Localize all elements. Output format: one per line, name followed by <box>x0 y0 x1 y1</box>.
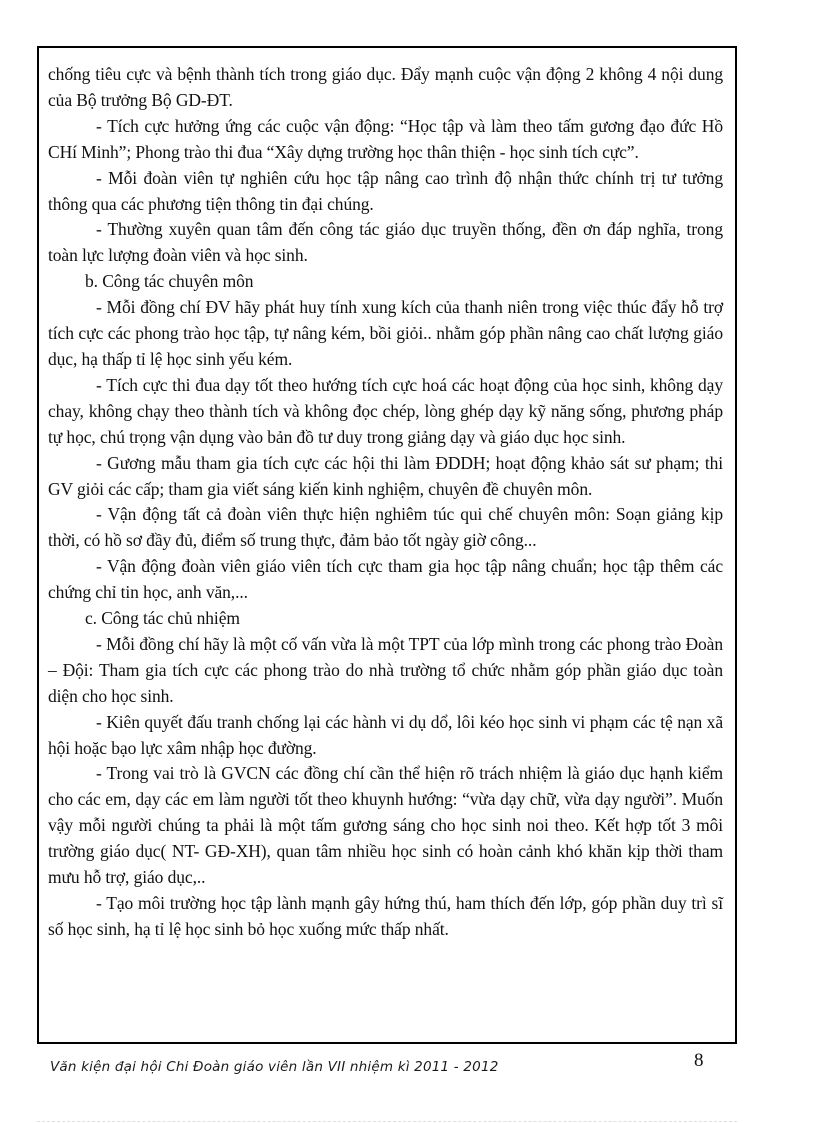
section-heading-b: b. Công tác chuyên môn <box>85 271 254 292</box>
paragraph: - Mỗi đồng chí ĐV hãy phát huy tính xung kích của thanh niên trong việc thúc đẩy hỗ trợ tích cực các phong trào học tập, tự nâng kém, bồi giỏi.. nhằm góp phần nâng cao chất lượng giáo dục, hạ thấp tỉ lệ học sinh yếu kém. <box>48 297 723 369</box>
footer-title: Văn kiện đại hội Chi Đoàn giáo viên lần VII nhiệm kì 2011 - 2012 <box>50 1059 499 1075</box>
paragraph: - Gương mẫu tham gia tích cực các hội thi làm ĐDDH; hoạt động khảo sát sư phạm; thi GV giỏi các cấp; tham gia viết sáng kiến kinh nghiệm, chuyên đề chuyên môn. <box>48 452 723 499</box>
paragraph: - Vận động đoàn viên giáo viên tích cực tham gia học tập nâng chuẩn; học tập thêm các chứng chỉ tin học, anh văn,... <box>48 556 723 603</box>
bottom-dashed-rule <box>37 1121 737 1122</box>
paragraph: - Trong vai trò là GVCN các đồng chí cần thể hiện rõ trách nhiệm là giáo dục hạnh kiểm cho các em, dạy các em làm người tốt theo khuynh hướng: “vừa dạy chữ, vừa dạy người”. Muốn vậy mỗi người chúng ta phải là một tấm gương sáng cho học sinh noi theo. Kết hợp tốt 3 môi trường giáo dục( NT- GĐ-XH), quan tâm nhiều học sinh có hoàn cảnh khó khăn kịp thời tham mưu hỗ trợ, giáo dục,.. <box>48 763 723 888</box>
paragraph: - Mỗi đoàn viên tự nghiên cứu học tập nâng cao trình độ nhận thức chính trị tư tưởng thông qua các phương tiện thông tin đại chúng. <box>48 167 723 214</box>
paragraph: - Vận động tất cả đoàn viên thực hiện nghiêm túc qui chế chuyên môn: Soạn giảng kịp thời, có hồ sơ đầy đủ, điểm số trung thực, đảm bảo tốt ngày giờ công... <box>48 504 723 551</box>
paragraph: - Tạo môi trường học tập lành mạnh gây hứng thú, ham thích đến lớp, góp phần duy trì sĩ số học sinh, hạ tỉ lệ học sinh bỏ học xuống mức thấp nhất. <box>48 893 723 939</box>
paragraph: - Tích cực thi đua dạy tốt theo hướng tích cực hoá các hoạt động của học sinh, không dạy chay, không chạy theo thành tích và không đọc chép, lòng ghép dạy kỹ năng sống, phương pháp tự học, chú trọng vận dụng vào bản đồ tư duy trong giảng dạy và giáo dục học sinh. <box>48 374 723 447</box>
document-body <box>48 62 723 943</box>
paragraph: - Mỗi đồng chí hãy là một cố vấn vừa là một TPT của lớp mình trong các phong trào Đoàn – Đội: Tham gia tích cực các phong trào do nhà trường tổ chức nhằm góp phần giáo dục toàn diện cho học sinh. <box>48 633 723 706</box>
paragraph: - Kiên quyết đấu tranh chống lại các hành vi dụ dổ, lôi kéo học sinh vi phạm các tệ nạn xã hội hoặc bạo lực xâm nhập học đường. <box>48 711 723 758</box>
page-number: 8 <box>694 1050 704 1071</box>
paragraph: - Tích cực hưởng ứng các cuộc vận động: “Học tập và làm theo tấm gương đạo đức Hồ CHí Minh”; Phong trào thi đua “Xây dựng trường học thân thiện - học sinh tích cực”. <box>48 115 723 162</box>
paragraph-continuation: chống tiêu cực và bệnh thành tích trong giáo dục. Đẩy mạnh cuộc vận động 2 không 4 nội dung của Bộ trưởng Bộ GD-ĐT. <box>48 64 723 110</box>
section-heading-c: c. Công tác chủ nhiệm <box>85 608 240 629</box>
paragraph: - Thường xuyên quan tâm đến công tác giáo dục truyền thống, đền ơn đáp nghĩa, trong toàn lực lượng đoàn viên và học sinh. <box>48 219 723 266</box>
